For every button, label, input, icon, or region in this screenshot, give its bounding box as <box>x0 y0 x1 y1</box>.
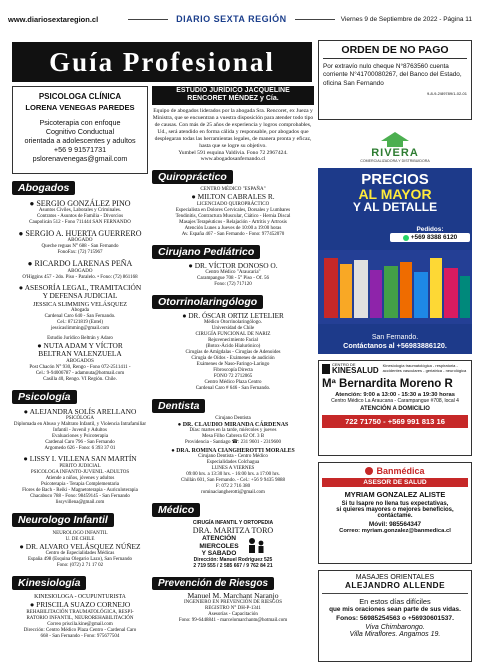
psicologa-email[interactable]: pslorenavenegas@gmail.com <box>32 154 128 163</box>
quiro-section <box>152 167 314 238</box>
dentista-l10[interactable]: rominaciangherotti@gmail.com <box>201 490 265 496</box>
kinesalud-l1: Atención: 9:00 a 13:00 - 15:30 a 19:30 horas <box>335 392 455 398</box>
kinesalud-logo-2: KINESALUD <box>332 366 379 375</box>
rivera-p1: PRECIOS <box>361 171 429 188</box>
dentista-heading: Dentista <box>152 399 205 413</box>
dentista-name-2: ● DRA. ROMINA CIANGHEROTTI MORALES <box>171 448 295 455</box>
top-bar <box>8 12 472 26</box>
banmedica-mail[interactable]: Correo: myriam.gonzalez@banmedica.cl <box>339 528 451 534</box>
abogados-heading: Abogados <box>12 181 75 195</box>
masajes-l4: Viva Chimbarongo. <box>365 624 425 631</box>
riesgos-heading: Prevención de Riesgos <box>152 577 274 590</box>
otorrino-heading: Otorrinolaringólogo <box>152 295 263 309</box>
banmedica-l3: contáctame. <box>377 513 413 519</box>
cirpedia-l2: Carampangue 708 - 5° Piso - Of. 56 <box>197 276 269 282</box>
kinesiologia-l1: KINESIOLOGA - OCUPUNTURISTA <box>34 594 126 601</box>
masajes-l1: En estos días difíciles <box>359 597 431 606</box>
dentista-l6: LUNES A VIERNES <box>211 466 255 472</box>
banmedica-logo <box>322 466 468 476</box>
psicologia-2-l3: Atiende a niños, jóvenes y adultos <box>45 475 115 481</box>
abogado-4-l3: Cel.: 87121819 (Entel) <box>57 319 103 325</box>
psicologia-2-l4: Psicoterapia - Terapia Complementaria <box>40 481 119 487</box>
psicologia-1-name: ● ALEJANDRA SOLÍS ARELLANO <box>23 406 137 416</box>
kinesalud-ad <box>318 360 472 456</box>
dentista-l1: Días: martes en la tarde, miércoles y jueves <box>189 428 277 434</box>
kinesalud-logo-row <box>322 363 468 375</box>
otorrino-l5: (Botox-Ácido Hialurónico) <box>205 344 261 350</box>
neurologo-l2: U. DE CHILE <box>65 536 95 542</box>
banmedica-ad <box>318 462 472 564</box>
kinesalud-logo <box>322 363 379 375</box>
left-column <box>12 86 148 640</box>
rivera-p3: Y AL DETALLE <box>352 200 438 214</box>
otorrino-l10: FONO 72 2712065 <box>213 374 253 380</box>
abogado-2-name: ● SERGIO A. HUERTA GUERRERO <box>18 229 142 239</box>
abogado-5-l1: ABOGADOS <box>66 358 94 364</box>
otorrino-name-text: DR. ÓSCAR ORTIZ LETELIER <box>188 312 284 321</box>
rivera-ad <box>318 126 472 354</box>
site-url[interactable]: www.diariosextaregion.cl <box>8 14 99 24</box>
newspaper-name: DIARIO SEXTA REGIÓN <box>176 14 287 24</box>
orden-no-pago-ad <box>318 40 472 120</box>
medico-attention-row <box>152 535 314 557</box>
abogado-1-l2: Contratos - Asuntos de Familia - Divorcios <box>36 214 124 220</box>
banmedica-l1: Si tu Isapre no llena tus expectativas, <box>341 501 449 507</box>
top-rule-left <box>128 19 168 20</box>
orden-title: ORDEN DE NO PAGO <box>323 44 467 59</box>
psicologia-2-l6: Chacabuco 788 - Fono: 98459145 - San Fernando <box>30 493 130 499</box>
kinesiologia-l6: 668 - San Fernando - Fono: 975677504 <box>40 633 120 639</box>
riesgos-l3: Asesorías - Capacitación <box>208 612 258 618</box>
medico-attention <box>199 535 238 557</box>
dentista-l2: Mesa Filho Cabrera 62 Of. 3 B <box>201 434 265 440</box>
abogado-4-name1: ASESORÍA LEGAL, TRAMITACIÓN <box>24 282 142 292</box>
otorrino-l2: Universidad de Chile <box>211 326 255 332</box>
kinesiologia-l2: REHABILITACIÓN TRAUMATOLÓGICA, RESPI- <box>26 609 134 615</box>
rivera-phone[interactable] <box>390 233 470 242</box>
kinesiologia-name-text: PRISCILA SUAZO CORNEJO <box>36 600 131 610</box>
otorrino-l9: Fibroscopía Directa <box>213 368 253 374</box>
psicologia-1-l4: Evaluaciones y Psicoterapia <box>51 434 109 440</box>
psicologia-2-l1: PERITO JUDICIAL <box>59 463 101 469</box>
rivera-house-logo <box>378 131 412 147</box>
neurologo-l1: NEUROLOGO INFANTIL <box>52 530 108 536</box>
otorrino-l7: Cirugía de Oídos - Exámenes de audición <box>191 356 275 362</box>
abogado-5-name: ● NUTA ADAM Y VÍCTOR <box>37 340 123 350</box>
dentista-l3: Providencia - Santiago ☎: 231 9601 - 2319600 <box>184 440 282 446</box>
kinesiologia-l4[interactable]: Correo priscila.kine@gmail.com <box>47 621 113 627</box>
orden-ref: 9-8-9-2/89789/1-02-01 <box>426 90 467 96</box>
psicologia-1-l2: Diplomada en Abuso y Maltrato Infantil, y Violencia Intrafamiliar <box>13 422 147 428</box>
psicologia-2-l7[interactable]: lissyvillena@gmail.com <box>55 499 105 505</box>
abogado-2-l1: ABOGADO <box>67 238 93 244</box>
rivera-sub: COMERCIALIZADORA Y DISTRIBUIDORA <box>360 159 430 163</box>
neurologo-l3: Centro de Especialidades Médicas <box>45 551 115 557</box>
otorrino-l11: Centro Médico Plaza Centro <box>204 380 262 386</box>
dentista-name-1-text: DR. CLAUDIO MIRANDA CÁRDENAS <box>182 422 289 429</box>
otorrino-l12: Cardenal Caro # 646 - San Fernando. <box>195 386 271 392</box>
dentista-l7: 09:00 hrs. a 13:30 hrs. - 16:00 hrs. a 17:00 hrs. <box>186 472 280 478</box>
abogado-5-l0: Estudio Jurídico Beltrán y Adaro <box>47 335 113 341</box>
neurologo-l4: España 498 (Esquina Olegario Lazo), San Fernando <box>28 557 132 563</box>
psicologia-2-name-text: LISSY I. VILLENA SAN MARTÍN <box>29 454 137 464</box>
otorrino-name: ● DR. ÓSCAR ORTIZ LETELIER <box>182 312 284 321</box>
psicologia-2-name: ● LISSY I. VILLENA SAN MARTÍN <box>23 454 137 464</box>
medico-l2: Dirección: Manuel Rodríguez 525 <box>193 557 273 564</box>
dentista-section <box>152 396 314 496</box>
otorrino-l1: Médico Otorrinolaringólogo. <box>203 320 263 326</box>
center-column <box>152 86 314 624</box>
abogado-2-l3: FonoFax: (72) 715967 <box>57 250 103 256</box>
cirpedia-name: ● DR. VÍCTOR DONOSO O. <box>188 260 278 270</box>
abogado-2-name-text: SERGIO A. HUERTA GUERRERO <box>25 229 142 239</box>
dentista-name-1: ● DR. CLAUDIO MIRANDA CÁRDENAS <box>177 422 289 429</box>
dentista-l0: Cirujano Dentista <box>215 416 251 422</box>
kinesalud-phones[interactable]: 722 71750 - +569 991 813 16 <box>322 415 468 428</box>
rivera-city: San Fernando. <box>371 334 419 341</box>
kinesiologia-heading: Kinesiología <box>12 576 86 590</box>
cirpedia-l1: Centro Médico "Araucaria" <box>205 270 261 276</box>
medico-l1: CIRUGÍA INFANTIL Y ORTOPEDIA <box>192 520 274 527</box>
estudio-juridico-ad <box>152 86 314 163</box>
kinesiologia-l3: RATORIO INFANTIL, NEUROREHABILITACIÓN <box>26 615 134 621</box>
psicologia-heading: Psicología <box>12 390 77 404</box>
rivera-top <box>318 126 472 168</box>
cirpedia-heading: Cirujano Pediátrico <box>152 245 260 259</box>
quiro-l2: Especialista en Dolores Cervicales, Dorsales y Lumbares <box>175 207 291 213</box>
medico-att-1: ATENCIÓN <box>202 535 236 543</box>
kinesalud-logo-1: CENTRO DE <box>332 362 356 367</box>
estudio-text: Equipo de abogados liderados por la abogada Sra. Rencoret, ex Jueza y Ministra, que se encuentran a vuestra disposición para atender todo tipo de causas. Con más de 25 años de experiencia y logros comprobables, Ud., será atendido en forma cálida y responsable, por abogados que desplegaran todas las herramientas legales, de manera pronta y eficaz, hasta que se logre su objetivo. <box>152 107 314 149</box>
cirpedia-section <box>152 242 314 289</box>
abogado-1-l3: Caupolicán 512 - Fono 711444 SAN FERNANDO <box>29 220 131 226</box>
kinesiologia-l5: Dirección: Centro Médico Plaza Centro - Cardenal Caro <box>23 627 137 633</box>
psicologa-line1: Psicoterapia con enfoque <box>39 118 121 127</box>
psicologa-title: PSICOLOGA CLÍNICA <box>38 92 122 101</box>
abogado-1-name-text: SERGIO GONZÁLEZ PINO <box>36 199 131 208</box>
psicologa-phone[interactable]: +56 9 91571731 <box>53 145 107 154</box>
kinesalud-side: Kinesiología traumatológica - respiratoria - accidentes vasculares - geriatrica - neurológica <box>382 363 467 373</box>
rivera-footer <box>318 334 472 350</box>
abogado-3-name: ● RICARDO LARENAS PEÑA <box>27 259 133 269</box>
quiro-l6: Av. España 467 - San Fernando - Fono: 977452070 <box>181 231 285 237</box>
whatsapp-icon <box>403 235 409 241</box>
banmedica-l2: si quieres mayores o mejores beneficios, <box>336 507 454 513</box>
quiro-name: ● MILTON CABRALES R. <box>191 192 275 202</box>
kinesalud-name: Mª Bernardita Moreno R <box>322 378 453 390</box>
dentista-name-2-text: DRA. ROMINA CIANGHEROTTI MORALES <box>176 448 295 455</box>
riesgos-l2: REGISTRO N° DH-P-1341 <box>205 606 261 612</box>
guide-title: Guía Profesional <box>49 46 275 77</box>
guide-header <box>12 42 312 82</box>
rivera-p2: AL MAYOR <box>358 186 432 202</box>
abogado-5-name2: BELTRAN VALENZUELA <box>38 349 122 359</box>
estudio-juridico-heading <box>152 86 314 105</box>
otorrino-l8: Exámenes de Naso-Faringo-Laringo <box>196 362 270 368</box>
masajes-name: ALEJANDRO ALLENDE <box>344 581 446 590</box>
estudio-head-2: RENCORET MÉNDEZ y Cía. <box>187 95 279 103</box>
psicologa-line3: orientada a adolescentes y adultos <box>24 136 136 145</box>
rivera-ped-label: Pedidos: <box>416 226 444 233</box>
rivera-pedidos <box>390 226 470 242</box>
banmedica-movil[interactable]: Móvil: 985564347 <box>368 521 422 528</box>
rivera-contact[interactable]: Contáctanos al +56983886120. <box>343 341 447 350</box>
abogado-1-name: ● SERGIO GONZÁLEZ PINO <box>29 199 131 208</box>
banmedica-role: ASESOR DE SALUD <box>322 478 468 487</box>
quiro-l1: LICENCIADO QUIROPRÁCTICO <box>196 201 270 207</box>
kinesiologia-section <box>12 573 148 639</box>
riesgos-section <box>152 573 314 624</box>
rivera-products-image <box>318 250 472 324</box>
riesgos-l4[interactable]: Fono: 99-6448841 - marcelomarchantn@hotmail.com <box>178 618 288 624</box>
orden-text: Por extravío nulo cheque N°8763560 cuenta corriente N°41700080267, del Banco del Estado, oficina San Fernando <box>323 63 462 87</box>
abogado-4-l2: Cardenal Caro 640 - San Fernando. <box>44 313 116 319</box>
medico-att-2: MIERCOLES <box>199 542 239 550</box>
masajes-l5: Villa Miraflores. Angamos 19. <box>349 631 441 638</box>
psicologia-1-l5: Cardenal Caro 796 - San Fernando <box>45 440 115 446</box>
quiro-heading: Quiropráctico <box>152 170 233 184</box>
cirpedia-name-text: DR. VÍCTOR DONOSO O. <box>194 260 278 270</box>
dentista-l8: Chillán 601, San Fernando. - Cel.: +56 9 9435 9888 <box>181 478 285 484</box>
top-rule-right <box>295 19 335 20</box>
masajes-l2: que mis oraciones sean parte de sus vidas. <box>329 606 461 613</box>
right-column <box>318 40 472 662</box>
estudio-web[interactable]: www.abogadosanfernando.cl <box>200 156 266 163</box>
neurologo-heading: Neurologo Infantil <box>12 513 114 527</box>
kinesalud-icon <box>322 364 330 374</box>
psicologia-1-l1: PSICÓLOGA <box>65 416 95 422</box>
abogado-4-l1: Abogada <box>70 307 90 313</box>
estudio-head-1: ESTUDIO JURÍDICO JACQUELINE <box>176 87 290 94</box>
psicologa-line2: Cognitivo Conductual <box>45 127 115 136</box>
abogado-4-l4[interactable]: jessicaslimming@gmail.com <box>50 325 110 331</box>
estudio-contact: Yumbel 591 esquina Valdivia. Fono 72 2967424. <box>178 149 288 156</box>
abogado-2-l2: Queche reguas N° 688 - San Fernando <box>41 244 119 250</box>
masajes-title: MASAJES ORIENTALES <box>355 574 435 581</box>
abogado-3-l2: O'Higgins 457 - 2do. Piso - Paralelo. • Fono: (72) 861168 <box>22 274 138 280</box>
psicologa-name: LORENA VENEGAS PAREDES <box>25 103 135 112</box>
otorrino-section <box>152 292 314 392</box>
otorrino-l3: CIRUGÍA FUNCIONAL DE NARIZ <box>195 332 271 338</box>
abogado-5-name1: NUTA ADAM Y VÍCTOR <box>43 340 123 350</box>
abogado-3-l1: ABOGADO <box>67 268 93 274</box>
psicologia-section <box>12 387 148 506</box>
masajes-rule <box>322 593 468 594</box>
abogado-5-l2: Post Chacón N° 930, Rengo - Fono 072-2511411 - <box>29 364 131 370</box>
cirpedia-l3: Fono: (72) 717120 <box>214 282 252 288</box>
dentista-l4: Cirujano Dentista - Centro Médico <box>198 454 268 460</box>
psicologia-1-l3: Infantil - Juvenil y Adultos <box>53 428 107 434</box>
dentista-l9: F: 072 2 716 380 <box>215 484 251 490</box>
psicologia-2-l2: PSICOLOGA INFANTO-JUVENIL -ADULTOS <box>30 469 130 475</box>
abogados-section <box>12 178 148 383</box>
quiro-l0: CENTRO MÉDICO "ESPAÑA" <box>200 187 266 193</box>
dentista-l5: Especialidades Colchagua <box>206 460 260 466</box>
kinesiologia-name: ● PRISCILA SUAZO CORNEJO <box>29 600 131 610</box>
kinesalud-l2: Centro Médico La Araucana - Carampangue #708, local 4 <box>331 398 459 404</box>
neurologo-name: ● DR. ALVARO VELÁSQUEZ NÚÑEZ <box>19 541 141 551</box>
rivera-brand: RIVERA <box>371 147 419 159</box>
abogado-1-l1: Asuntos Civiles, Laborales y Criminales. <box>38 208 122 214</box>
quiro-name-text: MILTON CABRALES R. <box>197 192 275 202</box>
medico-name: DRA. MARITZA TORO <box>192 526 274 536</box>
masajes-ad <box>318 570 472 662</box>
neurologo-l5: Fono: (072) 2 71 17 02 <box>56 563 104 569</box>
rivera-phone-text: +569 8388 6120 <box>410 234 458 241</box>
medico-att-3: Y SABADO <box>201 549 237 557</box>
quiro-l5: Atención Lunes a Jueves de 10:00 a 19:00 horas <box>184 225 282 231</box>
rivera-prices <box>318 172 472 213</box>
abogado-4-name3: JESSICA SLIMMING VELÁSQUEZ <box>32 300 128 308</box>
neurologo-name-text: DR. ALVARO VELÁSQUEZ NÚÑEZ <box>25 541 141 551</box>
psicologia-1-l6: Argomedo 626 - Fono: 6 393 37 01 <box>44 446 116 452</box>
abogado-4-name: ● ASESORÍA LEGAL, TRAMITACIÓN <box>18 282 142 292</box>
abogado-3-name-text: RICARDO LARENAS PEÑA <box>34 259 133 269</box>
psicologa-ad <box>12 86 148 174</box>
abogado-5-l3[interactable]: Cel.: 9-94006787 - adamnuta@hotmail.com <box>35 370 125 376</box>
otorrino-l6: Cirugías de Amígdalas - Cirugías de Adenoides <box>185 350 281 356</box>
psicologia-2-l5: Flores de Bach - Reiki - Magnetoterapia - Auriculoterapia <box>22 487 138 493</box>
abogado-4-name2: Y DEFENSA JUDICIAL <box>42 291 118 301</box>
child-doctor-icon <box>245 536 267 556</box>
medico-heading: Médico <box>152 503 200 517</box>
abogado-5-l4: Casilla 40, Rengo. VI Región. Chile. <box>43 376 117 382</box>
banmedica-name: MYRIAM GONZALEZ ALISTE <box>344 490 446 499</box>
quiro-l4: Masajes Terapéuticos - Relajación - Artritis y Artrosis <box>179 219 287 225</box>
banmedica-brand: Banmédica <box>376 466 425 476</box>
issue-date: Viernes 9 de Septiembre de 2022 - Página 11 <box>340 15 472 23</box>
medico-l3: 2 719 555 / 2 585 667 / 9 762 84 21 <box>193 563 273 570</box>
psicologia-1-name-text: ALEJANDRA SOLÍS ARELLANO <box>29 406 137 416</box>
neurologo-section <box>12 510 148 570</box>
riesgos-name: Manuel M. Marchant Naranjo <box>187 591 279 601</box>
otorrino-l4: Rejuvenecimiento Facial <box>208 338 258 344</box>
banmedica-logo-icon <box>365 467 373 475</box>
masajes-l3[interactable]: Fonos: 56985254563 o +56930601537. <box>336 615 454 622</box>
kinesalud-l3: ATENCIÓN A DOMICILIO <box>360 406 430 412</box>
quiro-l3: Tendinitis, Contractura Muscular, Ciático - Hernia Discal <box>175 213 291 219</box>
riesgos-l1: INGENIERO EN PREVENCIÓN DE RIESGOS <box>183 600 283 606</box>
medico-section <box>152 500 314 569</box>
